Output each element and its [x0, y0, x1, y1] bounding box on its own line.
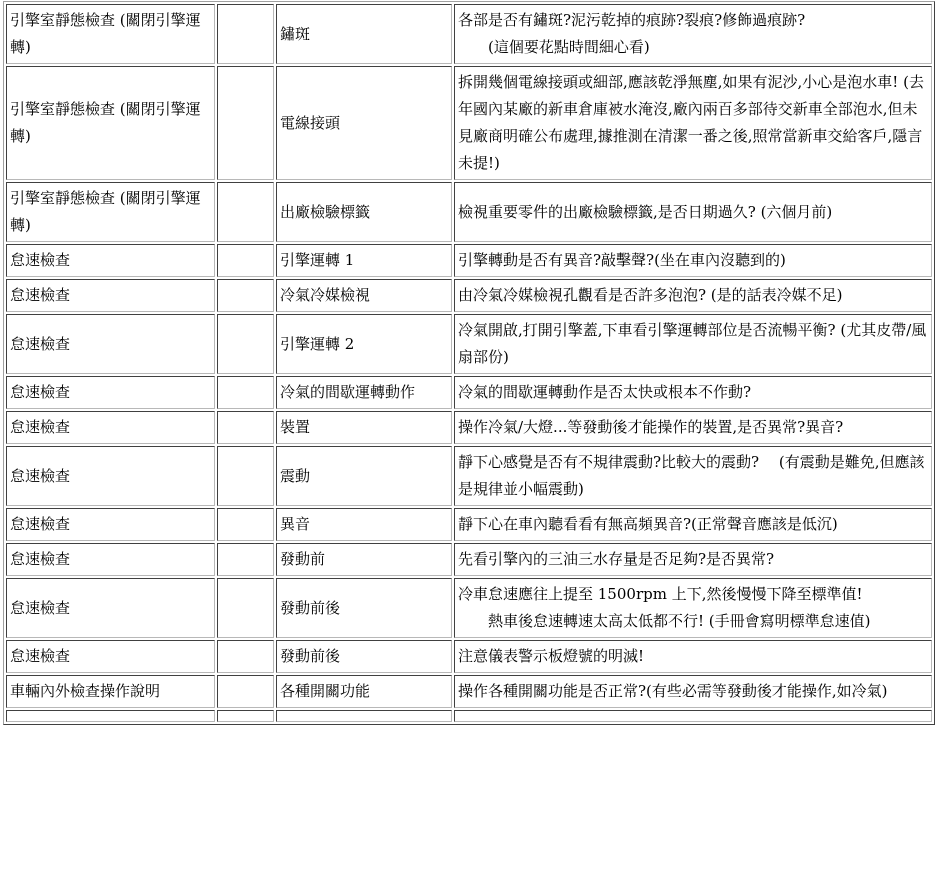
table-row — [6, 314, 932, 374]
item-cell: 鏽斑 — [276, 4, 452, 64]
empty-cell — [276, 710, 452, 722]
empty-cell — [217, 446, 274, 506]
item-cell: 電線接頭 — [276, 66, 452, 180]
table-row — [6, 244, 932, 277]
empty-cell — [217, 4, 274, 64]
item-cell: 冷氣的間歇運轉動作 — [276, 376, 452, 409]
description-cell — [454, 508, 932, 541]
description-line: 熱車後怠速轉速太高太低都不行! (手冊會寫明標準怠速值) — [488, 612, 871, 630]
table-row — [6, 543, 932, 576]
description-cell — [454, 675, 932, 708]
description-cell — [454, 411, 932, 444]
empty-cell — [217, 279, 274, 312]
description-cell — [454, 376, 932, 409]
description-line: 靜下心感覺是否有不規律震動?比較大的震動? (有震動是難免,但應該是規律並小幅震動) — [458, 453, 925, 498]
table-row — [6, 376, 932, 409]
item-cell: 裝置 — [276, 411, 452, 444]
empty-cell — [454, 710, 932, 722]
category-cell: 引擎室靜態檢查 (關閉引擎運轉) — [6, 66, 215, 180]
description-line: 引擎轉動是否有異音?敲擊聲?(坐在車內沒聽到的) — [458, 251, 786, 269]
empty-cell — [217, 710, 274, 722]
category-cell: 引擎室靜態檢查 (關閉引擎運轉) — [6, 4, 215, 64]
empty-cell — [217, 314, 274, 374]
description-line: 注意儀表警示板燈號的明滅! — [458, 647, 645, 665]
description-line: 冷氣開啟,打開引擎蓋,下車看引擎運轉部位是否流暢平衡? (尤其皮帶/風扇部份) — [458, 321, 927, 366]
empty-cell — [217, 244, 274, 277]
table-row — [6, 640, 932, 673]
empty-cell — [217, 411, 274, 444]
table-row — [6, 446, 932, 506]
category-cell: 車輛內外檢查操作說明 — [6, 675, 215, 708]
table-row — [6, 508, 932, 541]
item-cell: 發動前 — [276, 543, 452, 576]
description-cell — [454, 640, 932, 673]
category-cell: 怠速檢查 — [6, 640, 215, 673]
description-cell — [454, 543, 932, 576]
table-row — [6, 578, 932, 638]
table-row — [6, 675, 932, 708]
item-cell: 引擎運轉 1 — [276, 244, 452, 277]
description-line: 操作冷氣/大燈...等發動後才能操作的裝置,是否異常?異音? — [458, 418, 844, 436]
category-cell: 怠速檢查 — [6, 411, 215, 444]
item-cell: 出廠檢驗標籤 — [276, 182, 452, 242]
empty-cell — [217, 640, 274, 673]
inspection-table — [3, 1, 935, 725]
table-row — [6, 279, 932, 312]
description-cell — [454, 4, 932, 64]
description-cell — [454, 279, 932, 312]
description-cell — [454, 446, 932, 506]
description-line: 檢視重要零件的出廠檢驗標籤,是否日期過久? (六個月前) — [458, 202, 833, 221]
description-line: 各部是否有鏽斑?泥污乾掉的痕跡?裂痕?修飾過痕跡? — [458, 11, 806, 29]
description-line: 拆開幾個電線接頭或細部,應該乾淨無塵,如果有泥沙,小心是泡水車! (去年國內某廠的新車倉庫被水淹沒,廠內兩百多部待交新車全部泡水,但未見廠商明確公布處理,據推測在清潔一番之後,照常當新車交給客戶,隱言未提!) — [458, 73, 924, 172]
description-line: 操作各種開關功能是否正常?(有些必需等發動後才能操作,如冷氣) — [458, 682, 888, 700]
empty-cell — [217, 508, 274, 541]
description-cell — [454, 314, 932, 374]
category-cell: 怠速檢查 — [6, 578, 215, 638]
table-row — [6, 182, 932, 242]
table-row — [6, 66, 932, 180]
empty-cell — [217, 66, 274, 180]
item-cell: 發動前後 — [276, 640, 452, 673]
category-cell: 引擎室靜態檢查 (關閉引擎運轉) — [6, 182, 215, 242]
category-cell: 怠速檢查 — [6, 279, 215, 312]
description-line: 先看引擎內的三油三水存量是否足夠?是否異常? — [458, 550, 775, 568]
item-cell: 各種開關功能 — [276, 675, 452, 708]
description-line: 冷車怠速應往上提至 1500rpm 上下,然後慢慢下降至標準值! — [458, 585, 863, 603]
table-row — [6, 710, 932, 722]
category-cell: 怠速檢查 — [6, 244, 215, 277]
description-line: 靜下心在車內聽看看有無高頻異音?(正常聲音應該是低沉) — [458, 515, 838, 533]
category-cell: 怠速檢查 — [6, 508, 215, 541]
item-cell: 異音 — [276, 508, 452, 541]
empty-cell — [217, 376, 274, 409]
empty-cell — [217, 543, 274, 576]
empty-cell — [217, 675, 274, 708]
description-line: 冷氣的間歇運轉動作是否太快或根本不作動? — [458, 383, 752, 401]
empty-cell — [217, 182, 274, 242]
category-cell: 怠速檢查 — [6, 376, 215, 409]
category-cell: 怠速檢查 — [6, 446, 215, 506]
description-line: (這個要花點時間細心看) — [488, 38, 650, 56]
description-line: 由冷氣冷媒檢視孔觀看是否許多泡泡? (是的話表冷媒不足) — [458, 286, 843, 304]
empty-cell — [6, 710, 215, 722]
description-cell — [454, 182, 932, 242]
description-cell — [454, 578, 932, 638]
table-row — [6, 411, 932, 444]
table-row — [6, 4, 932, 64]
category-cell: 怠速檢查 — [6, 543, 215, 576]
item-cell: 發動前後 — [276, 578, 452, 638]
item-cell: 引擎運轉 2 — [276, 314, 452, 374]
description-cell — [454, 66, 932, 180]
category-cell: 怠速檢查 — [6, 314, 215, 374]
empty-cell — [217, 578, 274, 638]
description-cell — [454, 244, 932, 277]
item-cell: 震動 — [276, 446, 452, 506]
item-cell: 冷氣冷媒檢視 — [276, 279, 452, 312]
